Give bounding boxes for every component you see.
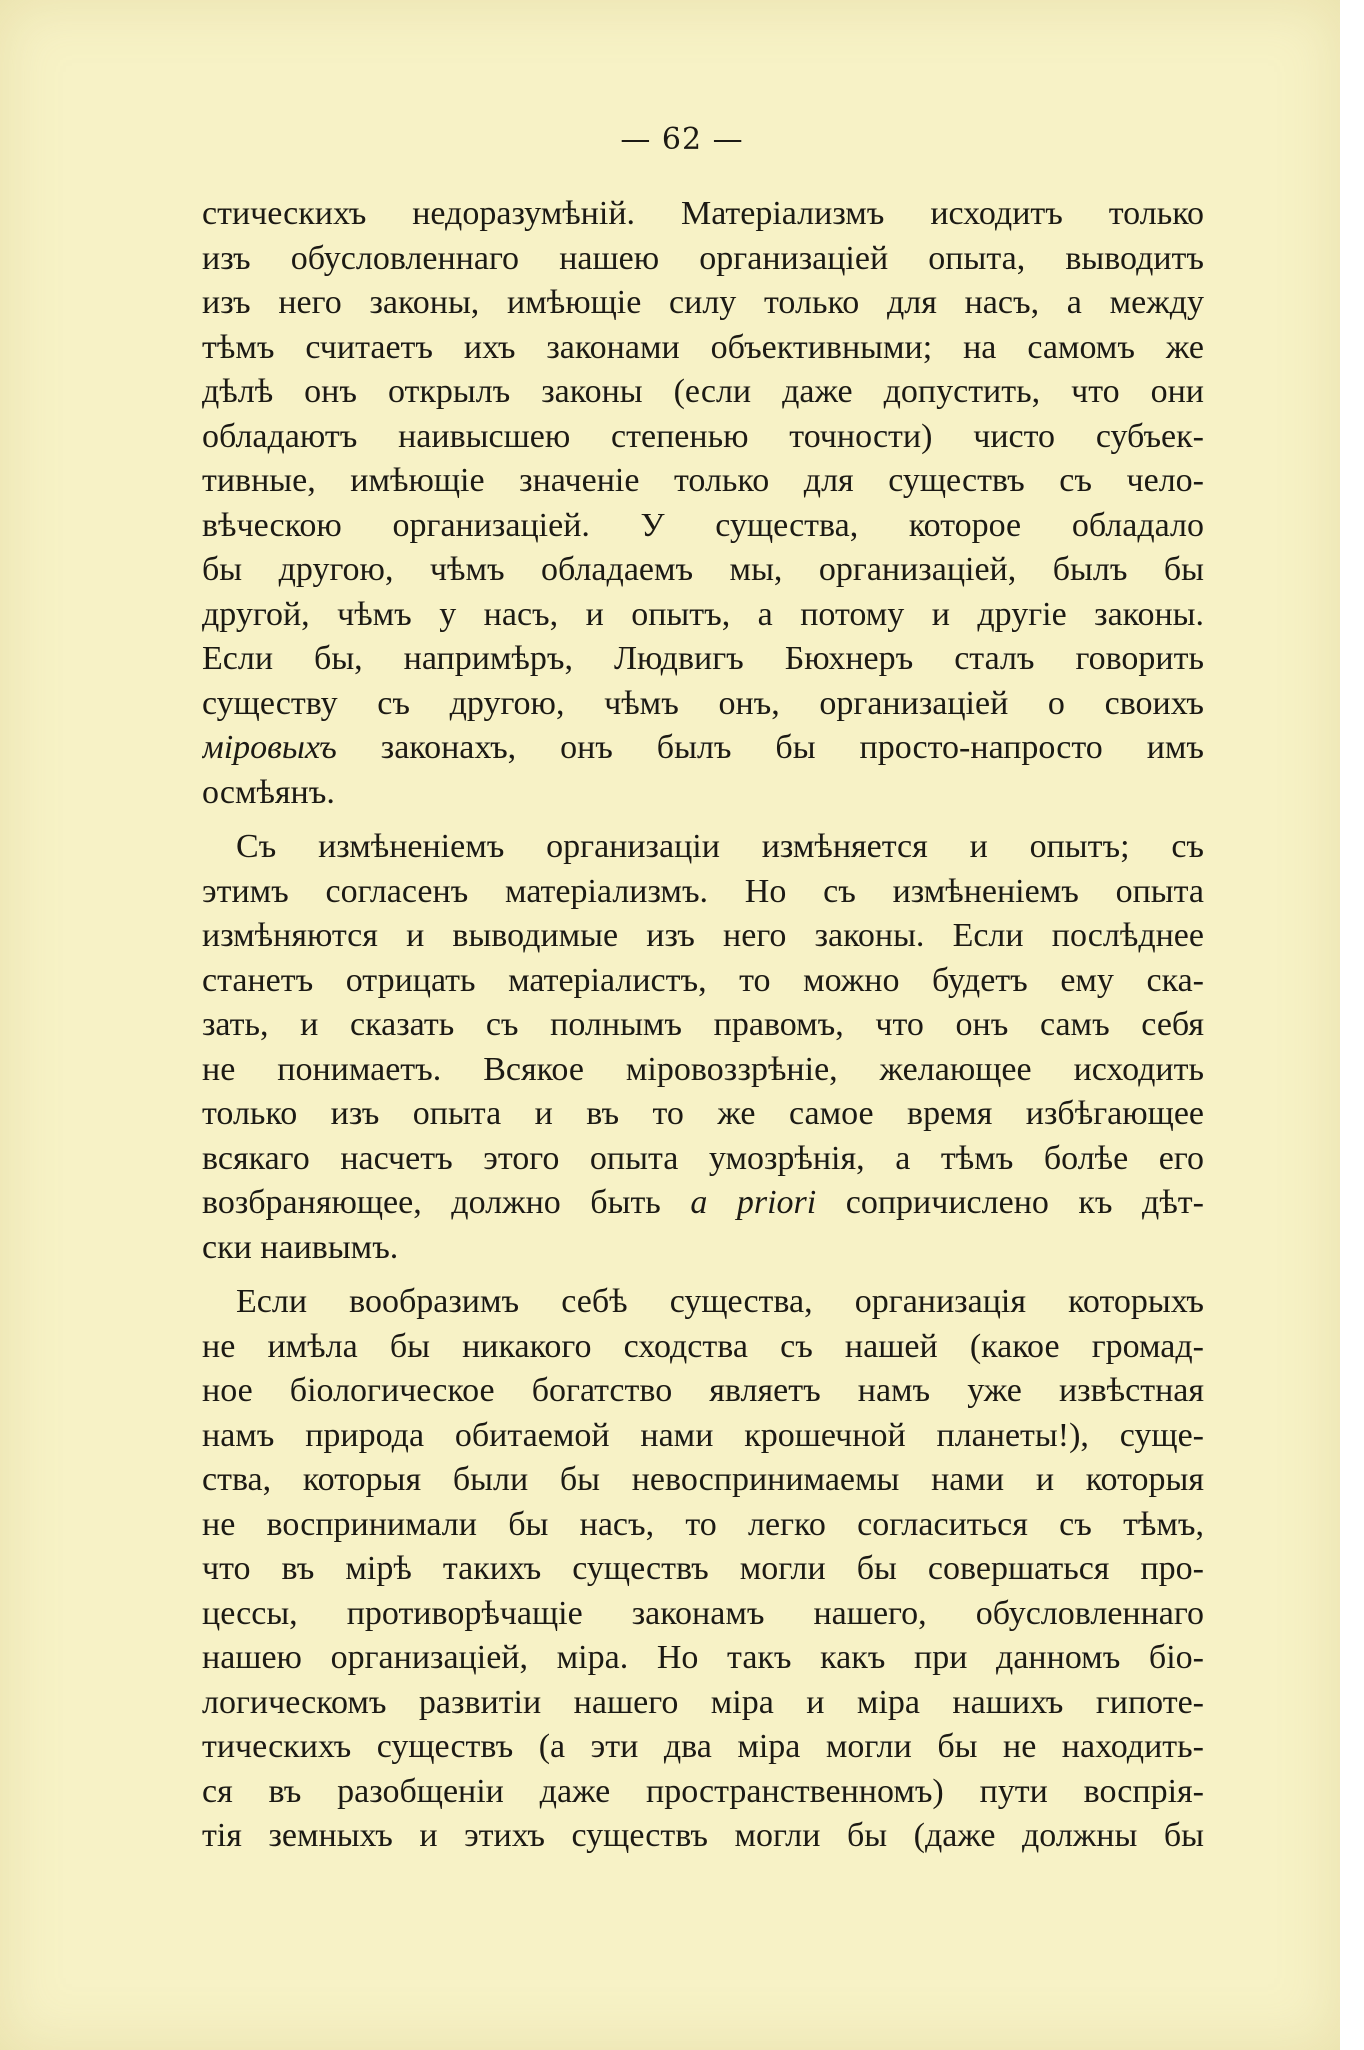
text-line: только изъ опыта и въ то же самое время избѣгающее [202, 1095, 1204, 1132]
text-line: Если бы, напримѣръ, Людвигъ Бюхнеръ сталъ говорить [202, 640, 1204, 677]
text-line: существу съ другою, чѣмъ онъ, организаціей о своихъ [202, 684, 1204, 722]
text-line: всякаго насчетъ этого опыта умозрѣнія, а тѣмъ болѣе его [202, 1139, 1204, 1177]
text-fragment: сопричислено къ дѣт- [816, 1184, 1204, 1221]
text-line: осмѣянъ. [202, 773, 335, 811]
text-line: этимъ согласенъ матеріализмъ. Но съ измѣненіемъ опыта [202, 872, 1204, 910]
text-line: не понимаетъ. Всякое міровоззрѣніе, желающее исходить [202, 1050, 1204, 1088]
text-line: станетъ отрицать матеріалистъ, то можно будетъ ему ска- [202, 961, 1204, 999]
text-line: что въ мірѣ такихъ существъ могли бы совершаться про- [202, 1550, 1204, 1587]
text-line: ски наивымъ. [202, 1228, 399, 1266]
text-line: тія земныхъ и этихъ существъ могли бы (даже должны бы [202, 1817, 1204, 1854]
text-line: логическомъ развитіи нашего міра и міра нашихъ гипоте- [202, 1683, 1204, 1721]
text-line: тивные, имѣющіе значеніе только для существъ съ чело- [202, 462, 1204, 499]
text-line: изъ обусловленнаго нашею организаціей опыта, выводитъ [202, 239, 1204, 277]
text-line: ное біологическое богатство являетъ намъ уже извѣстная [202, 1372, 1204, 1409]
paragraph-gap [202, 1270, 1204, 1280]
text-line: бы другою, чѣмъ обладаемъ мы, организаціей, былъ бы [202, 551, 1204, 588]
text-line [202, 1181, 1204, 1226]
text-line: цессы, противорѣчащіе законамъ нашего, обусловленнаго [202, 1594, 1204, 1632]
text-line: другой, чѣмъ у насъ, и опытъ, а потому и другіе законы. [202, 595, 1204, 633]
text-line: ся въ разобщеніи даже пространственномъ) пути воспрія- [202, 1772, 1204, 1810]
text-line: тическихъ существъ (а эти два міра могли бы не находить- [202, 1728, 1204, 1765]
text-fragment: возбраняющее, должно быть [202, 1184, 691, 1221]
scan-margin [1340, 0, 1364, 2050]
italic-phrase: a priori [690, 1184, 817, 1221]
page-number: — 62 — [620, 122, 744, 157]
text-line: Съ измѣненіемъ организаціи измѣняется и опытъ; съ [236, 828, 1204, 865]
text-line: нашею организаціей, міра. Но такъ какъ при данномъ біо- [202, 1639, 1204, 1676]
text-line: Если вообразимъ себѣ существа, организація которыхъ [236, 1283, 1204, 1320]
text-line: обладаютъ наивысшею степенью точности) чисто субъек- [202, 417, 1204, 455]
text-fragment: законахъ, онъ былъ бы просто-напросто имъ [336, 729, 1204, 766]
text-line: стическихъ недоразумѣній. Матеріализмъ исходитъ только [202, 195, 1204, 232]
italic-word: міровыхъ [202, 729, 337, 766]
text-line: изъ него законы, имѣющіе силу только для насъ, а между [202, 284, 1204, 321]
text-line: тѣмъ считаетъ ихъ законами объективными; на самомъ же [202, 328, 1204, 366]
text-line: измѣняются и выводимые изъ него законы. Если послѣднее [202, 917, 1204, 954]
text-line: намъ природа обитаемой нами крошечной планеты!), суще- [202, 1416, 1204, 1454]
text-line: не воспринимали бы насъ, то легко согласиться съ тѣмъ, [202, 1505, 1204, 1543]
text-line: дѣлѣ онъ открылъ законы (если даже допустить, что они [202, 373, 1204, 410]
text-line: вѣческою организаціей. У существа, которое обладало [202, 506, 1204, 544]
text-line: не имѣла бы никакого сходства съ нашей (какое громад- [202, 1327, 1204, 1365]
text-line [202, 726, 1204, 771]
text-line: ства, которыя были бы невоспринимаемы нами и которыя [202, 1461, 1204, 1498]
paragraph-gap [202, 815, 1204, 825]
text-line: зать, и сказать съ полнымъ правомъ, что онъ самъ себя [202, 1006, 1204, 1043]
body-text [202, 192, 1204, 1859]
